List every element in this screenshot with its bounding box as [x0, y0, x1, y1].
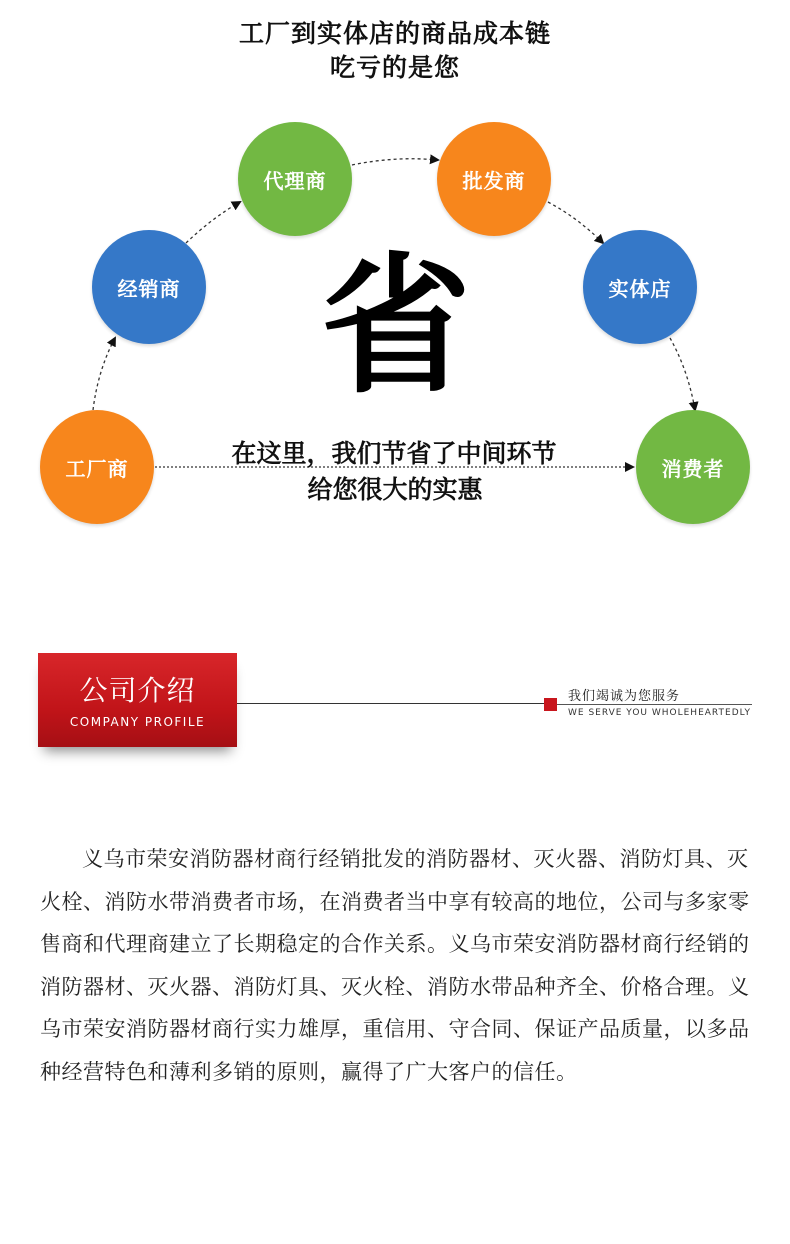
save-big-character: 省	[320, 240, 471, 414]
arrow-agent-to-wholesaler	[352, 159, 438, 165]
node-consumer-label: 消费者	[661, 456, 725, 481]
node-factory-label: 工厂商	[65, 456, 129, 481]
page-title-line-2: 吃亏的是您	[329, 53, 460, 82]
node-store-label: 实体店	[608, 276, 672, 301]
page-title-line-1: 工厂到实体店的商品成本链	[238, 19, 551, 48]
save-text-line-1: 在这里，我们节省了中间环节	[231, 439, 557, 468]
divider-line	[237, 703, 544, 704]
node-dealer-label: 经销商	[117, 276, 181, 301]
slogan-cn: 我们竭诚为您服务	[568, 689, 681, 704]
banner-title-cn: 公司介绍	[79, 674, 196, 707]
node-store	[583, 230, 697, 344]
red-square-marker	[544, 698, 557, 711]
company-intro-text: 义乌市荣安消防器材商行经销批发的消防器材、灭火器、消防灯具、灭火栓、消防水带消费者市场，在消费者当中享有较高的地位，公司与多家零售商和代理商建立了长期稳定的合作关系。义乌市荣安消防器材商行经销的消防器材、灭火器、消防灯具、灭火栓、消防水带品种齐全、价格合理。义乌市荣安消防器材商行实力雄厚，重信用、守合同、保证产品质量，以多品种经营特色和薄利多销的原则，赢得了广大客户的信任。	[40, 847, 750, 1084]
arrow-factory-to-dealer	[93, 338, 115, 410]
arrow-dealer-to-agent	[186, 202, 240, 243]
node-wholesaler	[437, 122, 551, 236]
node-agent	[238, 122, 352, 236]
arrow-store-to-consumer	[670, 338, 695, 410]
node-wholesaler-label: 批发商	[462, 168, 526, 193]
banner-title-en: COMPANY PROFILE	[69, 715, 206, 729]
slogan-underline	[557, 704, 752, 705]
arrow-wholesaler-to-store	[548, 202, 603, 243]
node-dealer	[92, 230, 206, 344]
slogan-en: WE SERVE YOU WHOLEHEARTEDLY	[568, 708, 751, 718]
node-agent-label: 代理商	[263, 168, 327, 193]
company-profile-banner	[38, 653, 237, 747]
save-text-line-2: 给您很大的实惠	[307, 475, 483, 504]
